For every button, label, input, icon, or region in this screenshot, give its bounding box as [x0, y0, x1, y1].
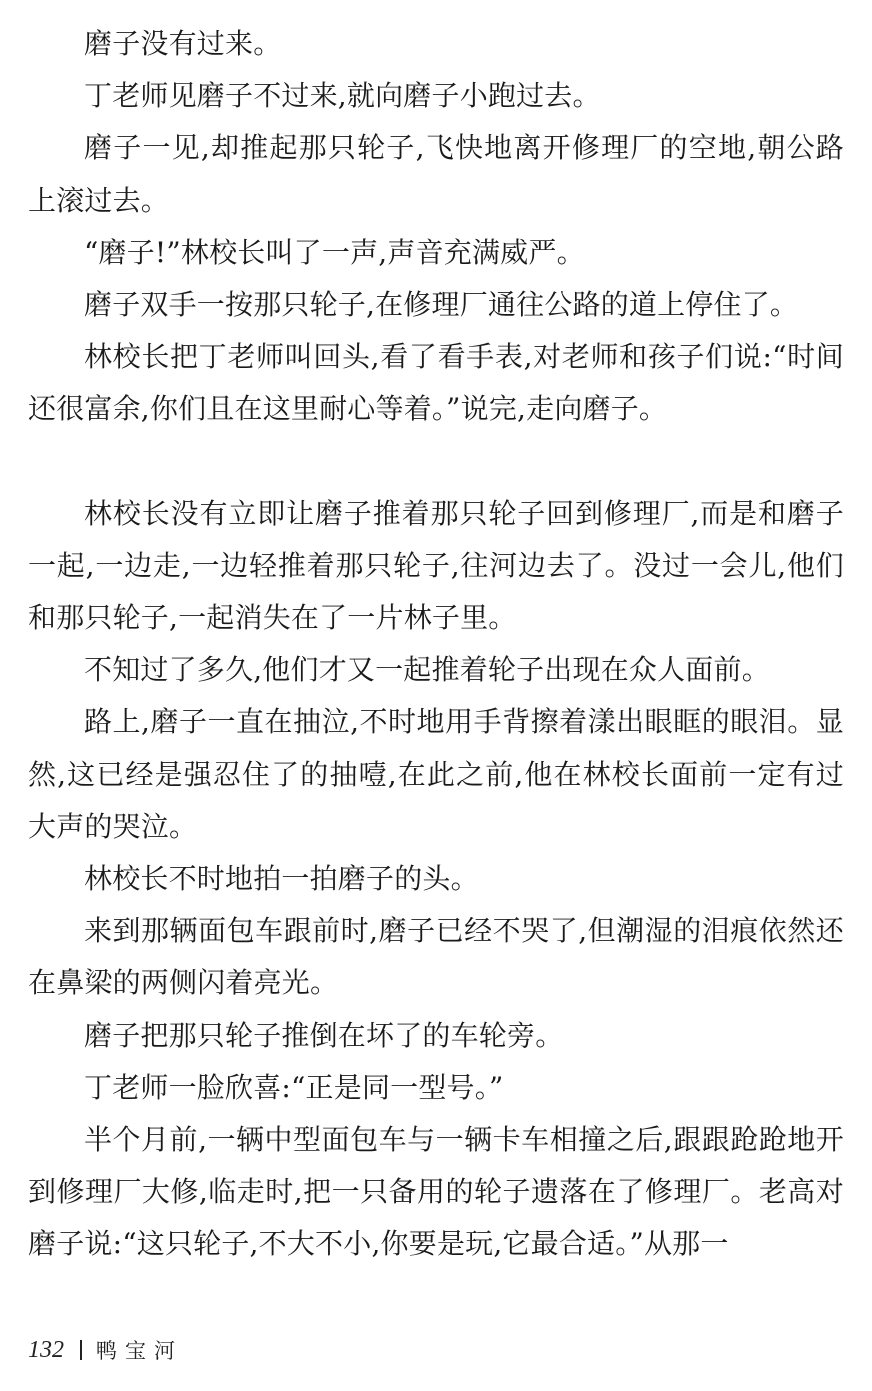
paragraph: 磨子没有过来。: [84, 27, 282, 60]
paragraph: 磨子双手一按那只轮子,在修理厂通往公路的道上停住了。: [84, 288, 799, 322]
page-footer: [28, 1330, 183, 1370]
paragraph: 丁老师一脸欣喜:“正是同一型号。”: [84, 1070, 504, 1104]
paragraph: 来到那辆面包车跟前时,磨子已经不哭了,但潮湿的泪痕依然还在鼻梁的两侧闪着亮光。: [28, 914, 844, 1000]
book-title: 鸭宝河: [96, 1339, 183, 1363]
body-text: [28, 18, 844, 1271]
paragraph: 磨子一见,却推起那只轮子,飞快地离开修理厂的空地,朝公路上滚过去。: [28, 131, 844, 217]
paragraph: 丁老师见磨子不过来,就向磨子小跑过去。: [84, 79, 601, 113]
paragraph: 磨子把那只轮子推倒在坏了的车轮旁。: [84, 1018, 564, 1052]
paragraph: 林校长没有立即让磨子推着那只轮子回到修理厂,而是和磨子一起,一边走,一边轻推着那只轮子,往河边去了。没过一会儿,他们和那只轮子,一起消失在了一片林子里。: [28, 496, 844, 635]
paragraph: 林校长把丁老师叫回头,看了看手表,对老师和孩子们说:“时间还很富余,你们且在这里耐心等着。”说完,走向磨子。: [28, 340, 844, 426]
paragraph: “磨子!”林校长叫了一声,声音充满威严。: [84, 235, 585, 269]
paragraph: 半个月前,一辆中型面包车与一辆卡车相撞之后,跟跟跄跄地开到修理厂大修,临走时,把一只备用的轮子遗落在了修理厂。老高对磨子说:“这只轮子,不大不小,你要是玩,它最合适。”从那一: [28, 1123, 844, 1261]
paragraph: 不知过了多久,他们才又一起推着轮子出现在众人面前。: [84, 653, 770, 687]
section-break: [28, 436, 844, 488]
page-number: 132: [28, 1336, 64, 1363]
paragraph: 路上,磨子一直在抽泣,不时地用手背擦着漾出眼眶的眼泪。显然,这已经是强忍住了的抽噎,在此之前,他在林校长面前一定有过大声的哭泣。: [28, 705, 844, 843]
paragraph: 林校长不时地拍一拍磨子的头。: [84, 862, 479, 896]
footer-divider: [80, 1340, 82, 1360]
